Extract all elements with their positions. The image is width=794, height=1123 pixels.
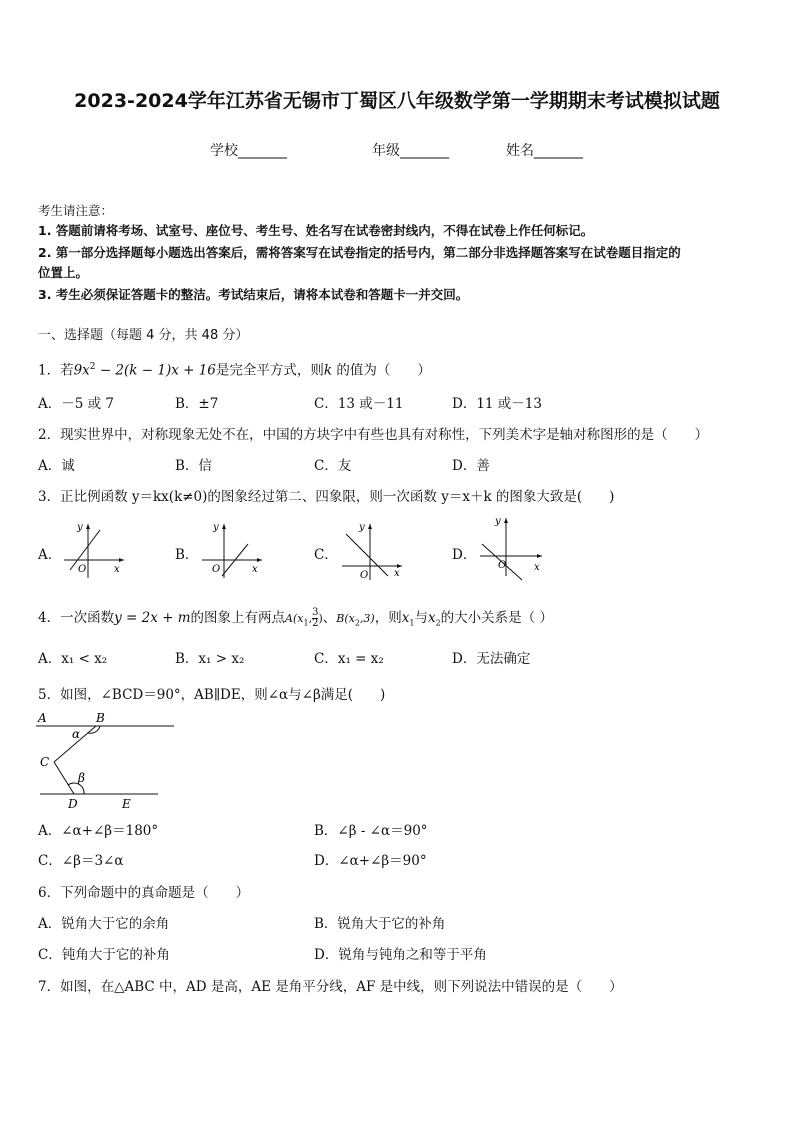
notice-heading: 考生请注意： [38, 203, 114, 218]
q6-option-c[interactable]: C．钝角大于它的补角 [38, 947, 170, 963]
q1-option-a[interactable]: A．－5 或 7 [38, 396, 115, 412]
q1-expr-b: − 2(k − 1)x + 16 [95, 362, 216, 379]
name-field: 姓名_______ [506, 143, 583, 159]
q3-graph-c [338, 518, 408, 580]
q1-k: k [323, 362, 333, 379]
q5-option-a[interactable]: A．∠α+∠β＝180° [38, 823, 159, 839]
q3-b-o: O [212, 564, 221, 575]
q5-figure [34, 708, 174, 812]
q3-d-x: x [534, 562, 540, 573]
q4-point-b-end: ,3) [359, 612, 375, 625]
q3-option-d[interactable]: D． [452, 547, 477, 563]
q1-end: 的值为（ ） [332, 362, 431, 379]
q4-end: 的大小关系是（ ） [440, 610, 553, 626]
q5-label-d: D [68, 797, 78, 811]
q3-c-x: x [394, 568, 400, 579]
q4-num: 4．一次函数 [38, 610, 115, 626]
notice-item-2-cont: 位置上。 [38, 265, 89, 280]
q4-point-b: B(x [336, 612, 355, 625]
q3-b-y: y [213, 522, 219, 533]
q3-graph-b [198, 518, 268, 580]
question-2: 2．现实世界中，对称现象无处不在，中国的方块字中有些也具有对称性，下列美术字是轴对称图形的是（ ） [38, 427, 709, 443]
q1-rest: 是完全平方式，则 [215, 362, 324, 379]
section-heading: 一、选择题（每题 4 分，共 48 分） [38, 328, 249, 343]
q6-option-d[interactable]: D．锐角与钝角之和等于平角 [314, 947, 487, 963]
q4-x2: x [427, 610, 436, 626]
q4-option-a[interactable]: A．x₁ < x₂ [38, 651, 108, 667]
q5-label-c: C [40, 755, 50, 769]
q4-x1: x [401, 610, 410, 626]
q3-d-y: y [495, 516, 501, 527]
q4-x1-sub: 1 [409, 618, 415, 628]
q5-label-e: E [122, 797, 131, 811]
q3-option-a[interactable]: A． [38, 547, 62, 563]
q2-option-c[interactable]: C．友 [314, 458, 352, 474]
notice-item-3: 3. 考生必须保证答题卡的整洁。考试结束后，请将本试卷和答题卡一并交回。 [38, 287, 469, 302]
q4-rest: ，则 [374, 610, 402, 626]
q1-num: 1．若 [38, 362, 74, 379]
q2-option-d[interactable]: D．善 [452, 458, 490, 474]
q5-label-a: A [38, 711, 47, 725]
q4-frac-num: 3 [312, 607, 319, 618]
q3-c-y: y [359, 522, 365, 533]
q3-option-b[interactable]: B． [175, 547, 199, 563]
q1-sup: 2 [89, 362, 96, 372]
q4-option-b[interactable]: B．x₁ > x₂ [175, 651, 245, 667]
grade-field: 年级_______ [372, 143, 449, 159]
notice-item-2: 2. 第一部分选择题每小题选出答案后，需将答案写在试卷指定的括号内，第二部分非选择题答案写在试卷题目指定的 [38, 245, 681, 260]
q6-option-a[interactable]: A．锐角大于它的余角 [38, 916, 170, 932]
q4-option-d[interactable]: D．无法确定 [452, 651, 531, 667]
q3-c-o: O [360, 570, 369, 580]
q1-option-b[interactable]: B．±7 [175, 396, 219, 412]
q2-option-a[interactable]: A．诚 [38, 458, 75, 474]
q4-with: 与 [414, 610, 428, 626]
q5-option-c[interactable]: C．∠β＝3∠α [38, 853, 124, 869]
q4-x2-sub: 2 [435, 618, 441, 628]
question-1 [38, 358, 431, 380]
question-6: 6．下列命题中的真命题是（ ） [38, 885, 250, 901]
notice-item-1: 1. 答题前请将考场、试室号、座位号、考生号、姓名写在试卷密封线内，不得在试卷上作任何标记。 [38, 223, 594, 238]
q6-option-b[interactable]: B．锐角大于它的补角 [314, 916, 446, 932]
q2-option-b[interactable]: B．信 [175, 458, 212, 474]
q5-label-beta: β [78, 771, 85, 785]
q5-label-b: B [96, 711, 105, 725]
q1-option-c[interactable]: C．13 或－11 [314, 396, 404, 412]
q3-graph-a [60, 518, 130, 580]
q3-a-y: y [77, 522, 83, 533]
q1-option-d[interactable]: D．11 或－13 [452, 396, 542, 412]
q5-option-d[interactable]: D．∠α+∠β＝90° [314, 853, 427, 869]
q3-graph-d [476, 514, 548, 588]
q4-mid: 的图象上有两点 [190, 610, 286, 626]
question-3: 3．正比例函数 y＝kx(k≠0)的图象经过第二、四象限，则一次函数 y＝x＋k 的图象大致是( ) [38, 489, 615, 505]
q4-point-a-sub: 1 [303, 618, 309, 628]
q3-b-x: x [252, 564, 258, 575]
q4-option-c[interactable]: C．x₁ = x₂ [314, 651, 384, 667]
exam-title: 2023-2024学年江苏省无锡市丁蜀区八年级数学第一学期期末考试模拟试题 [74, 90, 720, 112]
q5-option-b[interactable]: B．∠β - ∠α＝90° [314, 823, 428, 839]
question-7: 7．如图，在△ABC 中，AD 是高，AE 是角平分线，AF 是中线，则下列说法中错误的是（ ） [38, 979, 623, 995]
q4-point-a: A(x [285, 612, 304, 625]
q4-expr: y = 2x + m [114, 610, 191, 626]
q5-label-alpha: α [72, 727, 81, 741]
q3-a-x: x [114, 564, 120, 575]
q3-d-o: O [498, 560, 507, 571]
q1-expr-a: 9x [73, 362, 90, 379]
q3-option-c[interactable]: C． [314, 547, 338, 563]
q3-a-o: O [78, 564, 87, 575]
question-5: 5．如图，∠BCD＝90°，AB∥DE，则∠α与∠β满足( ) [38, 687, 386, 703]
question-4: 4．一次函数y = 2x + m的图象上有两点$A(x_1$, $\frac{3}{2}$ )、$B(x_2,3)$，则$x_1$与$x_2$的大小关系是（ ） [38, 607, 553, 629]
q4-frac-den: 2 [312, 618, 319, 629]
q4-point-b-sub: 2 [354, 618, 360, 628]
q4-sep: 、 [322, 610, 337, 626]
school-field: 学校_______ [210, 143, 287, 159]
